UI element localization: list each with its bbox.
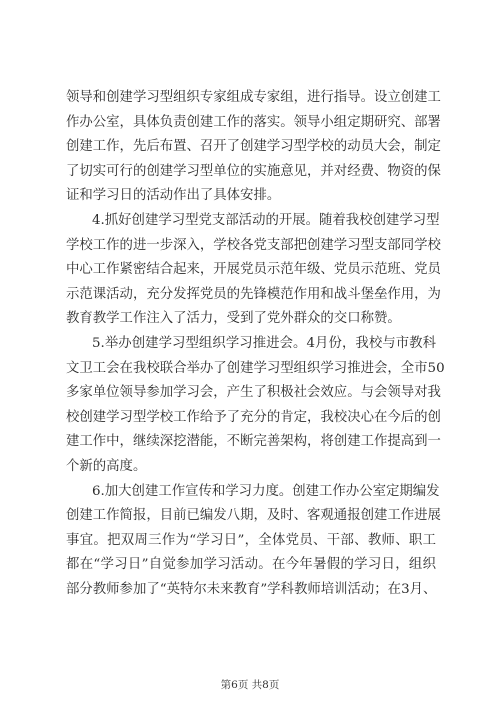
paragraph-heading-line: 6.加大创建工作宣传和学习力度。创建工作办公室定期编发 <box>92 483 440 499</box>
text-line: 事宜。把双周三作为“学习日”，全体党员、干部、教师、职工 <box>66 532 436 548</box>
text-line: 领导和创建学习型组织专家组成专家组，进行指导。设立创建工 <box>66 90 441 105</box>
page-number-footer: 第6页 共8页 <box>220 679 280 691</box>
text-line: 了切实可行的创建学习型单位的实施意见，并对经费、物资的保 <box>66 163 441 179</box>
text-line: 中心工作紧密结合起来，开展党员示范年级、党员示范班、党员 <box>66 262 441 278</box>
text-line: 创建工作简报，目前已编发八期，及时、客观通报创建工作进展 <box>66 508 441 524</box>
paragraph-heading-line: 4.抓好创建学习型党支部活动的开展。随着我校创建学习型 <box>92 212 440 228</box>
text-line: 都在“学习日”自觉参加学习活动。在今年暑假的学习日，组织 <box>66 557 436 573</box>
body-text <box>66 86 445 602</box>
text-line: 校创建学习型学校工作给予了充分的肯定，我校决心在今后的创 <box>66 409 441 425</box>
text-line: 多家单位领导参加学习会，产生了积极社会效应。与会领导对我 <box>66 385 441 401</box>
text-line: 创建工作，先后布置、召开了创建学习型学校的动员大会，制定 <box>66 139 441 155</box>
text-line: 建工作中，继续深挖潜能，不断完善架构，将创建工作提高到一 <box>66 434 441 450</box>
text-line: 证和学习日的活动作出了具体安排。 <box>66 188 281 204</box>
text-line: 文卫工会在我校联合举办了创建学习型组织学习推进会，全市50 <box>66 360 445 376</box>
text-line: 个新的高度。 <box>66 458 147 474</box>
text-line: 教育教学工作注入了活力，受到了党外群众的交口称赞。 <box>66 311 401 327</box>
text-line: 示范课活动，充分发挥党员的先锋模范作用和战斗堡垒作用，为 <box>66 286 441 302</box>
paragraph-heading-line: 5.举办创建学习型组织学习推进会。4月份，我校与市教科 <box>92 335 436 351</box>
text-line: 部分教师参加了“英特尔未来教育”学科教师培训活动；在3月、 <box>66 581 437 597</box>
text-line: 学校工作的进一步深入，学校各党支部把创建学习型支部同学校 <box>66 237 441 253</box>
text-line: 作办公室，具体负责创建工作的落实。领导小组定期研究、部署 <box>66 114 441 130</box>
